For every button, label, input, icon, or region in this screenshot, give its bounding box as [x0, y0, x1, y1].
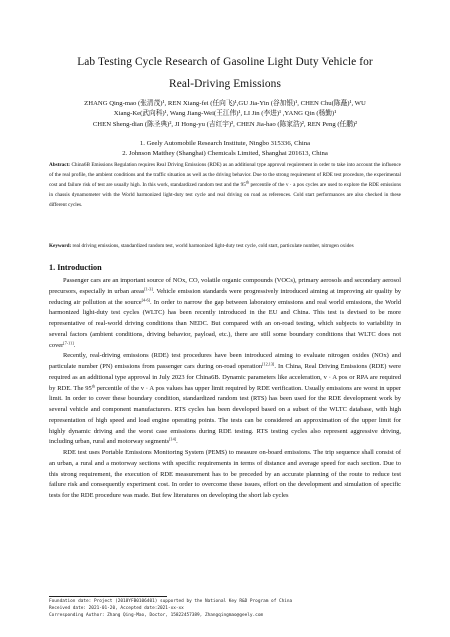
keywords-label: Keyword:: [49, 243, 72, 249]
superscript-marker: [7-11]: [63, 340, 74, 345]
abstract: [49, 160, 401, 210]
section-heading-introduction: 1. Introduction: [49, 263, 102, 272]
abstract-text: China6B Emissions Regulation requires Real Driving Emissions (RDE) as an additional type approval requirement in order to take into account the influence of the real profile, the ambient conditions and the traffic situation as well as the driving behavior. Due to the strong requirement of RDE test procedure, the experimental cost and failure risk of test are usually high. In this work, standardized random test and the 95th percentile of the v · a pos cycles are used to explore the RDE emissions in chassis dynamometer with the World harmonized light-duty test cycle and real driving on road as references. Cold start performances are also checked in these different cycles.: [49, 162, 401, 208]
paragraph-3: RDE test uses Portable Emissions Monitoring System (PEMS) to measure on-board emissions. The trip sequence shall consist of an urban, a rural and a motorway sections with specific requirements in terms of distance and average speed for each section. Due to this strong requirement, the execution of RDE measurement has to be preceded by an accurate planning of the route to reduce test failure risk and consequently experiment cost. In order to overcome these issues, effort on the development and simulation of specific tests for the RDE procedure was made. But few literatures on developing the short lab cycles: [49, 449, 401, 499]
abstract-label: Abstract:: [49, 162, 71, 168]
introduction-body: [49, 276, 401, 502]
superscript-marker: [14]: [169, 436, 177, 442]
affiliation-1: 1. Geely Automobile Research Institute, Ningbo 315336, China: [139, 140, 311, 147]
footnote-corresponding-author: Corresponding Author: Zhang Qing-Mao, Doctor, 15822457389, Zhangqingmao@geely.com: [49, 613, 264, 618]
footnote-foundation: Foundation date: Project (2018YFB0106401) supported by the National Key R&D Program of China: [49, 599, 293, 604]
author-line-2: Xiang-Ke(武向科)¹, Wang Jiang-Wei(王江伟)¹, LI Jin (李进)¹ ,YANG Qin (杨勤)¹: [113, 110, 337, 118]
affiliation-2: 2. Johnson Matthey (Shanghai) Chemicals Limited, Shanghai 201613, China: [122, 149, 328, 157]
superscript-marker: [4-6]: [141, 297, 150, 302]
paragraph-1: Passenger cars are an important source of NOx, CO, volatile organic compounds (VOCs), primary aerosols and secondary aerosol precursors, especially in urban areas[1-3]. Vehicle emission standards were progressively introduced aiming at improving air quality by reducing air pollution at the source[4-6]. In order to narrow the gap between laboratory emissions and real world emissions, the World harmonized light-duty test cycles (WLTC) has been recently introduced in the EU and China. This test is devised to be more representative of real-world driving conditions than NEDC. But compared with an on-road testing, which subjects to variability in several factors (ambient conditions, driving behavior, payload, etc.), there are still some boundary conditions that WLTC does not cover[7-11].: [49, 277, 402, 349]
superscript-marker: th: [245, 179, 250, 185]
author-line-3: CHEN Sheng-dian (陈圣典)², JI Hong-yu (吉红宇)², CHEN Jia-hao (陈家浩)², REN Peng (任鹏)²: [92, 120, 358, 128]
paper-title-line-1: Lab Testing Cycle Research of Gasoline Light Duty Vehicle for: [77, 56, 373, 68]
superscript-marker: [1-3]: [144, 286, 153, 292]
footnotes: [49, 598, 401, 619]
keywords-text: real driving emissions, standardized random test, world harmonized light-duty test cycle, cold start, particulate number, nitrogen oxides: [71, 243, 354, 249]
superscript-marker: [12,13]: [262, 361, 275, 367]
superscript-marker: th: [91, 383, 95, 388]
keywords: [49, 241, 401, 251]
paper-title-line-2: Real-Driving Emissions: [169, 78, 281, 90]
author-list: [48, 99, 402, 130]
author-line-1: ZHANG Qing-mao (张清茂)¹, REN Xiang-fei (任向飞)¹,GU Jia-Yin (谷加银)¹, CHEN Chu(陈矗)¹, WU: [84, 100, 366, 107]
footnote-dates: Received date: 2021-01-20, Accepted date:2021-xx-xx: [49, 606, 184, 611]
paragraph-2: Recently, real-driving emissions (RDE) test procedures have been introduced aiming to evaluate nitrogen oxides (NOx) and particulate number (PN) emissions from passenger cars during on-road operation[12,13]. In China, Real Driving Emissions (RDE) were required as an additional type approval in July 2023 for China6B. Dynamic parameters like acceleration, v · A pos or RPA are required by RDE. The 95th percentile of the v · A pos values has upper limit required by RDE verification. Usually emissions are worst in upper limit. In order to cover these boundary condition, standardized random test (RTS) has been used for the RDE development work by several vehicle and component manufacturers. RTS cycles has been developed based on a subset of the WLTC database, with high representation of high speed and load engine operating points. The tests can be considered an approximation of the upper limit for highly dynamic driving and the worst case emissions during RDE testing. RTS testing cycles also represent aggressive driving, including urban, rural and motorway segments[14].: [49, 352, 402, 446]
affiliation-list: [0, 139, 450, 159]
footnote-divider: [49, 596, 167, 597]
